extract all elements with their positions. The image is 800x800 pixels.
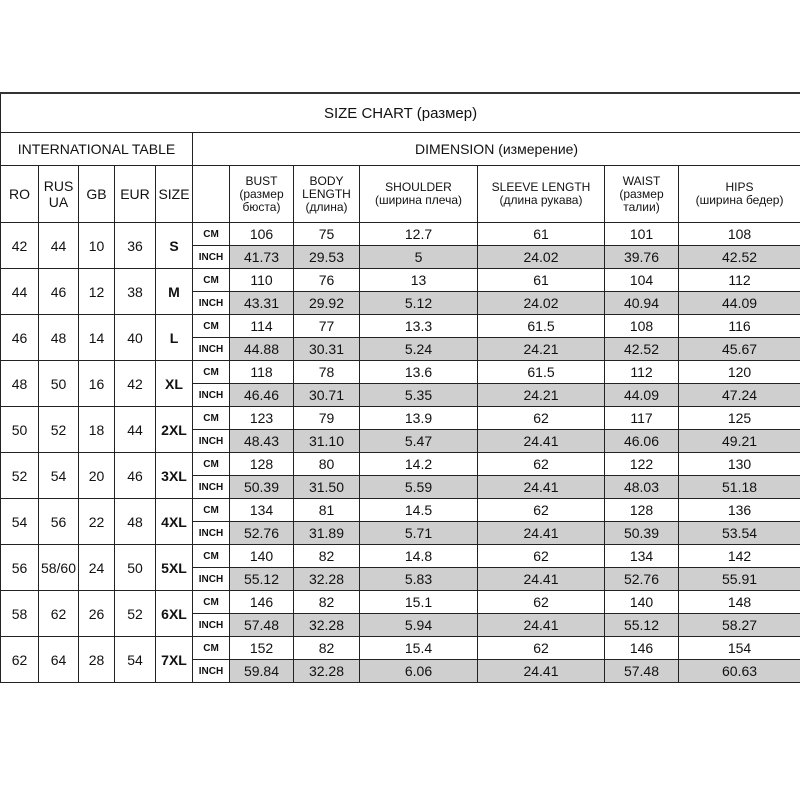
bust-cm-cell: 114	[230, 315, 294, 338]
header-rus-ua	[39, 166, 79, 223]
sleeve-length-cm-cell: 62	[478, 453, 605, 476]
body-length-inch-cell: 31.10	[294, 430, 360, 453]
waist-inch-cell: 55.12	[605, 614, 679, 637]
sleeve-length-cm-cell: 62	[478, 591, 605, 614]
bust-cm-cell: 110	[230, 269, 294, 292]
body-length-cm-cell: 80	[294, 453, 360, 476]
bust-cm-cell: 128	[230, 453, 294, 476]
bust-inch-cell: 44.88	[230, 338, 294, 361]
table-row	[1, 315, 800, 338]
bust-inch-cell: 55.12	[230, 568, 294, 591]
unit-cm-label: CM	[193, 453, 230, 476]
header-hips-line: (ширина бедер)	[695, 193, 784, 207]
hips-cm-cell: 136	[679, 499, 800, 522]
eur-cell: 48	[115, 499, 156, 545]
shoulder-inch-cell: 5.47	[360, 430, 478, 453]
waist-inch-cell: 48.03	[605, 476, 679, 499]
bust-cm-cell: 118	[230, 361, 294, 384]
bust-cm-cell: 146	[230, 591, 294, 614]
bust-inch-cell: 41.73	[230, 246, 294, 269]
header-unit-blank	[193, 166, 230, 223]
waist-cm-cell: 146	[605, 637, 679, 660]
shoulder-inch-cell: 6.06	[360, 660, 478, 683]
size-label-cell: 5XL	[156, 545, 193, 591]
bust-cm-cell: 152	[230, 637, 294, 660]
size-label-cell: 4XL	[156, 499, 193, 545]
waist-inch-cell: 46.06	[605, 430, 679, 453]
sleeve-length-cm-cell: 62	[478, 407, 605, 430]
unit-cm-label: CM	[193, 269, 230, 292]
sleeve-length-inch-cell: 24.41	[478, 568, 605, 591]
sleeve-length-inch-cell: 24.41	[478, 476, 605, 499]
rus-ua-cell: 52	[39, 407, 79, 453]
rus-ua-cell: 48	[39, 315, 79, 361]
bust-cm-cell: 106	[230, 223, 294, 246]
gb-cell: 14	[79, 315, 115, 361]
chart-title: SIZE CHART (размер)	[1, 93, 800, 133]
ro-cell: 46	[1, 315, 39, 361]
shoulder-inch-cell: 5.24	[360, 338, 478, 361]
size-label-cell: 2XL	[156, 407, 193, 453]
header-waist	[605, 166, 679, 223]
header-body-length-line: LENGTH	[302, 186, 351, 201]
ro-cell: 52	[1, 453, 39, 499]
body-length-cm-cell: 82	[294, 591, 360, 614]
table-row	[1, 499, 800, 522]
eur-cell: 36	[115, 223, 156, 269]
sleeve-length-inch-cell: 24.41	[478, 614, 605, 637]
ro-cell: 56	[1, 545, 39, 591]
header-waist-line: талии)	[623, 199, 660, 214]
unit-inch-label: INCH	[193, 568, 230, 591]
ro-cell: 62	[1, 637, 39, 683]
shoulder-inch-cell: 5	[360, 246, 478, 269]
unit-inch-label: INCH	[193, 614, 230, 637]
shoulder-cm-cell: 14.2	[360, 453, 478, 476]
sleeve-length-cm-cell: 61.5	[478, 315, 605, 338]
body-length-cm-cell: 75	[294, 223, 360, 246]
waist-inch-cell: 40.94	[605, 292, 679, 315]
header-hips	[679, 166, 800, 223]
header-eur: EUR	[115, 166, 156, 223]
hips-inch-cell: 51.18	[679, 476, 800, 499]
eur-cell: 42	[115, 361, 156, 407]
header-bust-line: BUST	[245, 173, 278, 188]
rus-ua-cell: 56	[39, 499, 79, 545]
ro-cell: 48	[1, 361, 39, 407]
shoulder-cm-cell: 12.7	[360, 223, 478, 246]
gb-cell: 24	[79, 545, 115, 591]
header-sleeve-line: SLEEVE LENGTH	[491, 180, 591, 194]
waist-cm-cell: 128	[605, 499, 679, 522]
gb-cell: 16	[79, 361, 115, 407]
eur-cell: 46	[115, 453, 156, 499]
size-label-cell: S	[156, 223, 193, 269]
hips-inch-cell: 55.91	[679, 568, 800, 591]
eur-cell: 52	[115, 591, 156, 637]
header-shoulder	[360, 166, 478, 223]
header-waist-line: (размер	[619, 186, 664, 201]
waist-cm-cell: 140	[605, 591, 679, 614]
rus-ua-cell: 58/60	[39, 545, 79, 591]
size-label-cell: M	[156, 269, 193, 315]
shoulder-cm-cell: 15.1	[360, 591, 478, 614]
table-row	[1, 591, 800, 614]
sleeve-length-inch-cell: 24.41	[478, 522, 605, 545]
size-label-cell: XL	[156, 361, 193, 407]
body-length-inch-cell: 29.53	[294, 246, 360, 269]
rus-ua-cell: 54	[39, 453, 79, 499]
shoulder-inch-cell: 5.83	[360, 568, 478, 591]
eur-cell: 38	[115, 269, 156, 315]
bust-inch-cell: 59.84	[230, 660, 294, 683]
hips-cm-cell: 154	[679, 637, 800, 660]
international-table-label: INTERNATIONAL TABLE	[1, 133, 193, 166]
sleeve-length-inch-cell: 24.21	[478, 384, 605, 407]
body-length-cm-cell: 78	[294, 361, 360, 384]
unit-inch-label: INCH	[193, 384, 230, 407]
eur-cell: 44	[115, 407, 156, 453]
body-length-cm-cell: 79	[294, 407, 360, 430]
size-chart-table	[0, 92, 800, 683]
gb-cell: 20	[79, 453, 115, 499]
table-row	[1, 269, 800, 292]
body-length-inch-cell: 29.92	[294, 292, 360, 315]
hips-inch-cell: 49.21	[679, 430, 800, 453]
gb-cell: 10	[79, 223, 115, 269]
hips-cm-cell: 120	[679, 361, 800, 384]
bust-inch-cell: 52.76	[230, 522, 294, 545]
waist-cm-cell: 101	[605, 223, 679, 246]
eur-cell: 54	[115, 637, 156, 683]
hips-inch-cell: 60.63	[679, 660, 800, 683]
unit-inch-label: INCH	[193, 246, 230, 269]
ro-cell: 50	[1, 407, 39, 453]
sleeve-length-cm-cell: 62	[478, 499, 605, 522]
hips-cm-cell: 130	[679, 453, 800, 476]
body-length-cm-cell: 82	[294, 637, 360, 660]
shoulder-cm-cell: 13.3	[360, 315, 478, 338]
unit-cm-label: CM	[193, 591, 230, 614]
table-row	[1, 453, 800, 476]
hips-cm-cell: 116	[679, 315, 800, 338]
header-sleeve-length	[478, 166, 605, 223]
hips-inch-cell: 45.67	[679, 338, 800, 361]
unit-inch-label: INCH	[193, 476, 230, 499]
waist-cm-cell: 117	[605, 407, 679, 430]
waist-inch-cell: 44.09	[605, 384, 679, 407]
unit-cm-label: CM	[193, 545, 230, 568]
eur-cell: 50	[115, 545, 156, 591]
rus-ua-cell: 64	[39, 637, 79, 683]
waist-cm-cell: 134	[605, 545, 679, 568]
bust-inch-cell: 43.31	[230, 292, 294, 315]
eur-cell: 40	[115, 315, 156, 361]
shoulder-inch-cell: 5.94	[360, 614, 478, 637]
header-bust-line: бюста)	[242, 199, 281, 214]
shoulder-cm-cell: 14.5	[360, 499, 478, 522]
unit-cm-label: CM	[193, 637, 230, 660]
sleeve-length-inch-cell: 24.02	[478, 292, 605, 315]
body-length-inch-cell: 30.71	[294, 384, 360, 407]
unit-cm-label: CM	[193, 499, 230, 522]
body-length-inch-cell: 32.28	[294, 568, 360, 591]
waist-cm-cell: 104	[605, 269, 679, 292]
shoulder-cm-cell: 14.8	[360, 545, 478, 568]
bust-inch-cell: 57.48	[230, 614, 294, 637]
rus-ua-cell: 46	[39, 269, 79, 315]
sleeve-length-cm-cell: 61.5	[478, 361, 605, 384]
shoulder-inch-cell: 5.35	[360, 384, 478, 407]
header-ua-line: UA	[48, 194, 69, 210]
size-label-cell: 6XL	[156, 591, 193, 637]
unit-inch-label: INCH	[193, 522, 230, 545]
gb-cell: 26	[79, 591, 115, 637]
rus-ua-cell: 50	[39, 361, 79, 407]
header-gb: GB	[79, 166, 115, 223]
table-row	[1, 223, 800, 246]
size-label-cell: 3XL	[156, 453, 193, 499]
waist-inch-cell: 50.39	[605, 522, 679, 545]
bust-cm-cell: 134	[230, 499, 294, 522]
sleeve-length-inch-cell: 24.41	[478, 660, 605, 683]
unit-cm-label: CM	[193, 315, 230, 338]
shoulder-cm-cell: 15.4	[360, 637, 478, 660]
sleeve-length-inch-cell: 24.02	[478, 246, 605, 269]
dimension-label: DIMENSION (измерение)	[193, 133, 800, 166]
hips-inch-cell: 42.52	[679, 246, 800, 269]
body-length-inch-cell: 31.50	[294, 476, 360, 499]
size-label-cell: 7XL	[156, 637, 193, 683]
ro-cell: 58	[1, 591, 39, 637]
unit-cm-label: CM	[193, 361, 230, 384]
header-ro: RO	[1, 166, 39, 223]
table-row	[1, 361, 800, 384]
body-length-inch-cell: 31.89	[294, 522, 360, 545]
shoulder-inch-cell: 5.12	[360, 292, 478, 315]
hips-inch-cell: 53.54	[679, 522, 800, 545]
header-body-length-line: (длина)	[305, 199, 348, 214]
shoulder-inch-cell: 5.71	[360, 522, 478, 545]
waist-inch-cell: 42.52	[605, 338, 679, 361]
bust-cm-cell: 140	[230, 545, 294, 568]
gb-cell: 22	[79, 499, 115, 545]
gb-cell: 28	[79, 637, 115, 683]
waist-inch-cell: 39.76	[605, 246, 679, 269]
unit-inch-label: INCH	[193, 430, 230, 453]
header-shoulder-line: SHOULDER	[385, 180, 452, 194]
unit-inch-label: INCH	[193, 660, 230, 683]
waist-cm-cell: 122	[605, 453, 679, 476]
waist-inch-cell: 57.48	[605, 660, 679, 683]
sleeve-length-inch-cell: 24.21	[478, 338, 605, 361]
hips-inch-cell: 47.24	[679, 384, 800, 407]
hips-inch-cell: 44.09	[679, 292, 800, 315]
hips-cm-cell: 112	[679, 269, 800, 292]
unit-cm-label: CM	[193, 223, 230, 246]
shoulder-cm-cell: 13	[360, 269, 478, 292]
ro-cell: 44	[1, 269, 39, 315]
waist-inch-cell: 52.76	[605, 568, 679, 591]
hips-cm-cell: 108	[679, 223, 800, 246]
rus-ua-cell: 62	[39, 591, 79, 637]
shoulder-cm-cell: 13.6	[360, 361, 478, 384]
waist-cm-cell: 108	[605, 315, 679, 338]
sleeve-length-cm-cell: 62	[478, 545, 605, 568]
hips-cm-cell: 148	[679, 591, 800, 614]
header-hips-line: HIPS	[725, 180, 754, 194]
header-body-length	[294, 166, 360, 223]
body-length-cm-cell: 81	[294, 499, 360, 522]
unit-inch-label: INCH	[193, 338, 230, 361]
shoulder-cm-cell: 13.9	[360, 407, 478, 430]
header-waist-line: WAIST	[622, 173, 661, 188]
gb-cell: 18	[79, 407, 115, 453]
header-body-length-line: BODY	[309, 173, 344, 188]
bust-inch-cell: 50.39	[230, 476, 294, 499]
sleeve-length-inch-cell: 24.41	[478, 430, 605, 453]
ro-cell: 54	[1, 499, 39, 545]
header-size: SIZE	[156, 166, 193, 223]
rus-ua-cell: 44	[39, 223, 79, 269]
unit-cm-label: CM	[193, 407, 230, 430]
ro-cell: 42	[1, 223, 39, 269]
body-length-inch-cell: 32.28	[294, 660, 360, 683]
bust-inch-cell: 46.46	[230, 384, 294, 407]
sleeve-length-cm-cell: 62	[478, 637, 605, 660]
unit-inch-label: INCH	[193, 292, 230, 315]
body-length-inch-cell: 30.31	[294, 338, 360, 361]
table-row	[1, 545, 800, 568]
bust-cm-cell: 123	[230, 407, 294, 430]
size-label-cell: L	[156, 315, 193, 361]
hips-cm-cell: 125	[679, 407, 800, 430]
body-length-cm-cell: 82	[294, 545, 360, 568]
sleeve-length-cm-cell: 61	[478, 269, 605, 292]
header-bust-line: (размер	[239, 186, 284, 201]
body-length-cm-cell: 77	[294, 315, 360, 338]
table-row	[1, 407, 800, 430]
hips-inch-cell: 58.27	[679, 614, 800, 637]
bust-inch-cell: 48.43	[230, 430, 294, 453]
body-length-cm-cell: 76	[294, 269, 360, 292]
body-length-inch-cell: 32.28	[294, 614, 360, 637]
sleeve-length-cm-cell: 61	[478, 223, 605, 246]
waist-cm-cell: 112	[605, 361, 679, 384]
hips-cm-cell: 142	[679, 545, 800, 568]
table-row	[1, 637, 800, 660]
header-bust	[230, 166, 294, 223]
header-shoulder-line: (ширина плеча)	[374, 193, 463, 207]
gb-cell: 12	[79, 269, 115, 315]
shoulder-inch-cell: 5.59	[360, 476, 478, 499]
header-sleeve-line: (длина рукава)	[499, 193, 583, 207]
header-rus-line: RUS	[43, 178, 74, 194]
